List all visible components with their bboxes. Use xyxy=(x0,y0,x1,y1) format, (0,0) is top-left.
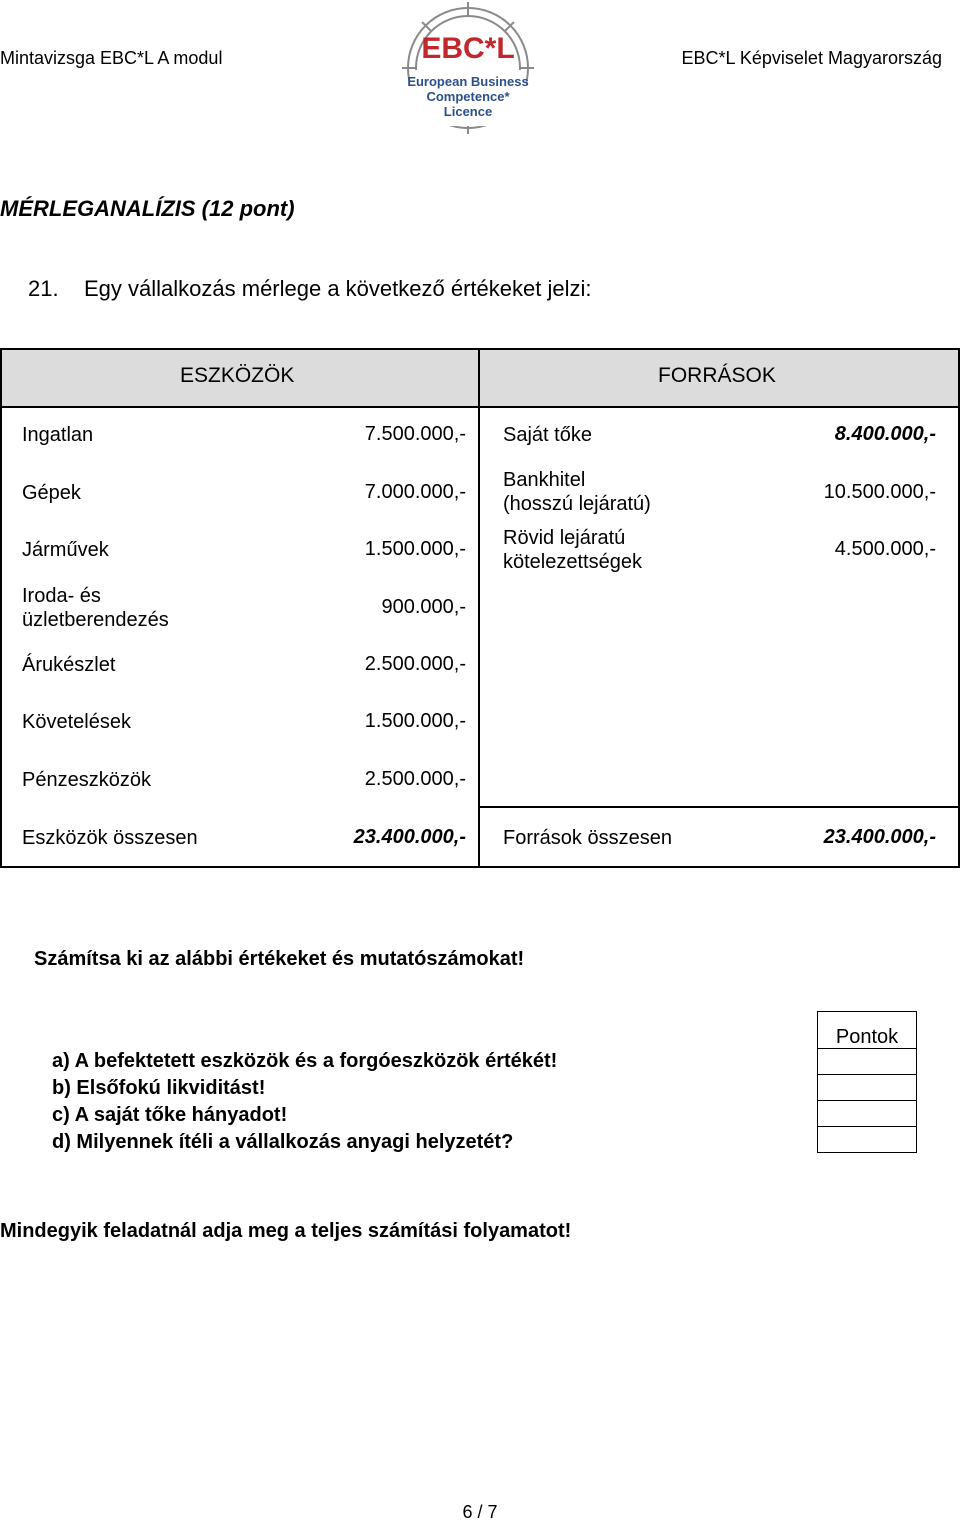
asset-value: 1.500.000,- xyxy=(364,538,466,560)
points-cell[interactable] xyxy=(817,1074,917,1100)
page-number: 6 / 7 xyxy=(462,1502,498,1522)
points-table xyxy=(817,1011,917,1153)
header-left-text: Mintavizsga EBC*L A modul xyxy=(0,48,223,68)
task-item: d) Milyennek ítéli a vállalkozás anyagi helyzetét? xyxy=(52,1131,514,1153)
source-label: Saját tőke xyxy=(503,424,592,446)
sources-total-value: 23.400.000,- xyxy=(823,826,936,848)
svg-text:Licence: Licence xyxy=(443,104,493,119)
svg-text:European Business: European Business xyxy=(407,74,529,89)
points-cell[interactable] xyxy=(817,1048,917,1074)
asset-value: 1.500.000,- xyxy=(364,710,466,732)
svg-text:Competence*: Competence* xyxy=(426,89,510,104)
ebcl-logo xyxy=(388,0,548,140)
asset-label: Gépek xyxy=(22,482,81,504)
section-title: MÉRLEGANALÍZIS (12 pont) xyxy=(0,196,295,221)
points-header: Pontok xyxy=(817,1011,917,1048)
assets-total-label: Eszközök összesen xyxy=(22,827,198,849)
header-right-text: EBC*L Képviselet Magyarország xyxy=(681,48,942,68)
asset-label: Ingatlan xyxy=(22,424,94,446)
source-value: 4.500.000,- xyxy=(834,538,936,560)
question-text: Egy vállalkozás mérlege a következő értékeket jelzi: xyxy=(84,276,592,301)
points-cell[interactable] xyxy=(817,1126,917,1153)
asset-label: Követelések xyxy=(22,711,131,733)
source-value: 10.500.000,- xyxy=(823,481,936,503)
asset-value: 900.000,- xyxy=(381,596,466,618)
asset-value: 7.000.000,- xyxy=(364,481,466,503)
column-divider xyxy=(478,348,480,868)
sources-header: FORRÁSOK xyxy=(658,364,776,387)
sources-total-label: Források összesen xyxy=(503,827,672,849)
asset-label: Járművek xyxy=(22,539,109,561)
question-number: 21. xyxy=(28,276,59,301)
asset-label: Pénzeszközök xyxy=(22,769,151,791)
points-cell[interactable] xyxy=(817,1100,917,1126)
asset-value: 2.500.000,- xyxy=(364,768,466,790)
assets-total-value: 23.400.000,- xyxy=(353,826,466,848)
source-label: Bankhitel (hosszú lejáratú) xyxy=(503,469,651,515)
task-item: a) A befektetett eszközök és a forgóeszközök értékét! xyxy=(52,1050,558,1072)
assets-header: ESZKÖZÖK xyxy=(180,364,295,387)
balance-sheet-table xyxy=(0,348,958,866)
source-label: Rövid lejáratú kötelezettségek xyxy=(503,527,642,573)
instruction-text: Számítsa ki az alábbi értékeket és mutatószámokat! xyxy=(34,948,525,970)
svg-text:EBC*L: EBC*L xyxy=(421,32,515,65)
header-divider xyxy=(0,406,960,408)
question xyxy=(28,276,591,302)
asset-value: 7.500.000,- xyxy=(364,423,466,445)
asset-label: Árukészlet xyxy=(22,654,116,676)
task-item: b) Elsőfokú likviditást! xyxy=(52,1077,266,1099)
task-item: c) A saját tőke hányadot! xyxy=(52,1104,288,1126)
asset-label: Iroda- és üzletberendezés xyxy=(22,585,169,631)
final-note: Mindegyik feladatnál adja meg a teljes számítási folyamatot! xyxy=(0,1220,572,1242)
source-value: 8.400.000,- xyxy=(834,423,936,445)
asset-value: 2.500.000,- xyxy=(364,653,466,675)
sources-total-divider xyxy=(478,806,960,808)
